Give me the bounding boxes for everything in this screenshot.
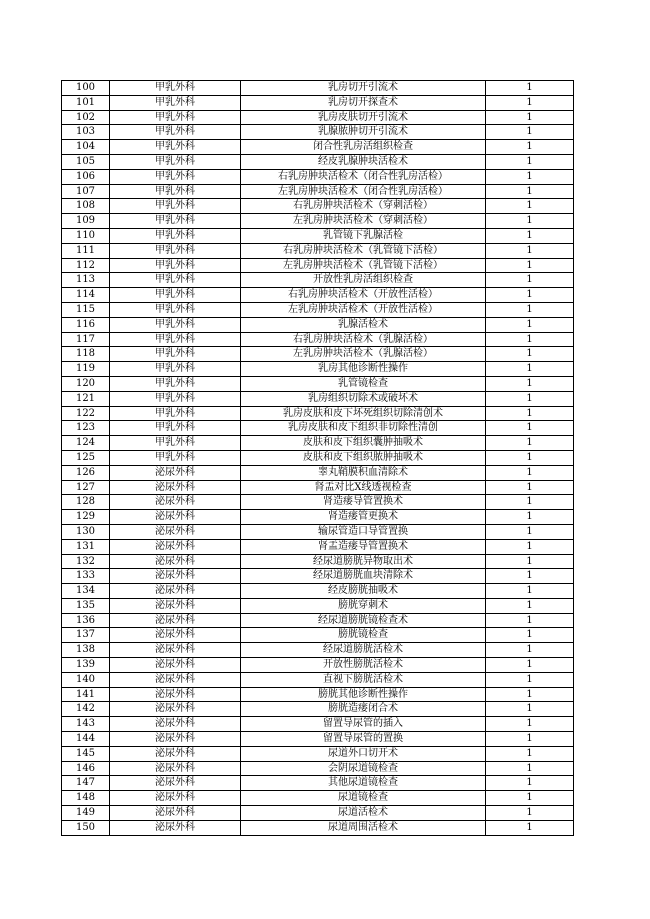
procedure-name-cell: 皮肤和皮下组织脓肿抽吸术: [241, 450, 486, 465]
table-row: [62, 125, 574, 140]
department-cell: 甲乳外科: [110, 95, 241, 110]
count-cell: 1: [486, 613, 574, 628]
count-cell: 1: [486, 125, 574, 140]
department-cell: 泌尿外科: [110, 687, 241, 702]
procedure-name-cell: 经尿道膀胱活检术: [241, 643, 486, 658]
department-cell: 甲乳外科: [110, 406, 241, 421]
table-row: [62, 406, 574, 421]
department-cell: 泌尿外科: [110, 702, 241, 717]
table-row: [62, 81, 574, 96]
table-row: [62, 761, 574, 776]
department-cell: 甲乳外科: [110, 169, 241, 184]
procedure-name-cell: 乳管镜检查: [241, 376, 486, 391]
department-cell: 甲乳外科: [110, 288, 241, 303]
row-number-cell: 137: [62, 628, 110, 643]
procedure-name-cell: 乳管镜下乳腺活检: [241, 228, 486, 243]
procedure-name-cell: 会阴尿道镜检查: [241, 761, 486, 776]
procedure-name-cell: 膀胱其他诊断性操作: [241, 687, 486, 702]
table-row: [62, 613, 574, 628]
count-cell: 1: [486, 391, 574, 406]
row-number-cell: 127: [62, 480, 110, 495]
table-row: [62, 584, 574, 599]
procedure-name-cell: 乳腺活检术: [241, 317, 486, 332]
row-number-cell: 105: [62, 154, 110, 169]
count-cell: 1: [486, 732, 574, 747]
table-row: [62, 199, 574, 214]
procedure-name-cell: 左乳房肿块活检术（开放性活检）: [241, 302, 486, 317]
row-number-cell: 109: [62, 214, 110, 229]
count-cell: 1: [486, 539, 574, 554]
department-cell: 甲乳外科: [110, 110, 241, 125]
table-row: [62, 687, 574, 702]
count-cell: 1: [486, 140, 574, 155]
table-row: [62, 184, 574, 199]
row-number-cell: 129: [62, 510, 110, 525]
count-cell: 1: [486, 569, 574, 584]
department-cell: 泌尿外科: [110, 628, 241, 643]
row-number-cell: 150: [62, 820, 110, 835]
row-number-cell: 135: [62, 598, 110, 613]
row-number-cell: 128: [62, 495, 110, 510]
department-cell: 泌尿外科: [110, 510, 241, 525]
count-cell: 1: [486, 717, 574, 732]
department-cell: 泌尿外科: [110, 598, 241, 613]
procedure-name-cell: 经皮乳腺肿块活检术: [241, 154, 486, 169]
department-cell: 泌尿外科: [110, 465, 241, 480]
table-row: [62, 288, 574, 303]
table-row: [62, 450, 574, 465]
table-row: [62, 376, 574, 391]
procedure-table: [61, 80, 574, 836]
procedure-name-cell: 其他尿道镜检查: [241, 776, 486, 791]
department-cell: 甲乳外科: [110, 273, 241, 288]
procedure-name-cell: 尿道周围活检术: [241, 820, 486, 835]
row-number-cell: 119: [62, 362, 110, 377]
procedure-name-cell: 开放性膀胱活检术: [241, 658, 486, 673]
count-cell: 1: [486, 199, 574, 214]
procedure-name-cell: 乳房切开探查术: [241, 95, 486, 110]
procedure-name-cell: 输尿管造口导管置换: [241, 524, 486, 539]
row-number-cell: 139: [62, 658, 110, 673]
table-row: [62, 598, 574, 613]
count-cell: 1: [486, 317, 574, 332]
procedure-name-cell: 乳房皮肤切开引流术: [241, 110, 486, 125]
procedure-name-cell: 乳房组织切除术或破坏术: [241, 391, 486, 406]
count-cell: 1: [486, 332, 574, 347]
row-number-cell: 140: [62, 672, 110, 687]
count-cell: 1: [486, 643, 574, 658]
department-cell: 泌尿外科: [110, 791, 241, 806]
table-row: [62, 154, 574, 169]
row-number-cell: 111: [62, 243, 110, 258]
procedure-name-cell: 肾盂造瘘导管置换术: [241, 539, 486, 554]
procedure-name-cell: 右乳房肿块活检术（开放性活检）: [241, 288, 486, 303]
table-row: [62, 347, 574, 362]
department-cell: 甲乳外科: [110, 347, 241, 362]
row-number-cell: 106: [62, 169, 110, 184]
procedure-name-cell: 肾造瘘导管置换术: [241, 495, 486, 510]
table-row: [62, 820, 574, 835]
department-cell: 甲乳外科: [110, 81, 241, 96]
count-cell: 1: [486, 465, 574, 480]
table-row: [62, 421, 574, 436]
department-cell: 泌尿外科: [110, 820, 241, 835]
row-number-cell: 121: [62, 391, 110, 406]
department-cell: 泌尿外科: [110, 554, 241, 569]
row-number-cell: 143: [62, 717, 110, 732]
procedure-name-cell: 经皮膀胱抽吸术: [241, 584, 486, 599]
department-cell: 甲乳外科: [110, 391, 241, 406]
count-cell: 1: [486, 687, 574, 702]
department-cell: 甲乳外科: [110, 184, 241, 199]
row-number-cell: 125: [62, 450, 110, 465]
department-cell: 甲乳外科: [110, 243, 241, 258]
department-cell: 甲乳外科: [110, 228, 241, 243]
table-row: [62, 569, 574, 584]
department-cell: 甲乳外科: [110, 421, 241, 436]
row-number-cell: 112: [62, 258, 110, 273]
procedure-name-cell: 尿道外口切开术: [241, 746, 486, 761]
table-row: [62, 465, 574, 480]
row-number-cell: 100: [62, 81, 110, 96]
count-cell: 1: [486, 584, 574, 599]
department-cell: 甲乳外科: [110, 436, 241, 451]
row-number-cell: 114: [62, 288, 110, 303]
department-cell: 甲乳外科: [110, 199, 241, 214]
count-cell: 1: [486, 110, 574, 125]
table-row: [62, 332, 574, 347]
table-row: [62, 539, 574, 554]
procedure-name-cell: 右乳房肿块活检术（乳腺活检）: [241, 332, 486, 347]
row-number-cell: 145: [62, 746, 110, 761]
count-cell: 1: [486, 347, 574, 362]
procedure-name-cell: 直视下膀胱活检术: [241, 672, 486, 687]
department-cell: 泌尿外科: [110, 539, 241, 554]
procedure-name-cell: 左乳房肿块活检术（乳管镜下活检）: [241, 258, 486, 273]
department-cell: 泌尿外科: [110, 732, 241, 747]
department-cell: 甲乳外科: [110, 302, 241, 317]
count-cell: 1: [486, 746, 574, 761]
count-cell: 1: [486, 598, 574, 613]
count-cell: 1: [486, 495, 574, 510]
row-number-cell: 134: [62, 584, 110, 599]
procedure-name-cell: 左乳房肿块活检术（闭合性乳房活检）: [241, 184, 486, 199]
row-number-cell: 144: [62, 732, 110, 747]
row-number-cell: 113: [62, 273, 110, 288]
count-cell: 1: [486, 154, 574, 169]
row-number-cell: 133: [62, 569, 110, 584]
row-number-cell: 102: [62, 110, 110, 125]
department-cell: 甲乳外科: [110, 258, 241, 273]
count-cell: 1: [486, 376, 574, 391]
row-number-cell: 101: [62, 95, 110, 110]
procedure-name-cell: 乳房其他诊断性操作: [241, 362, 486, 377]
row-number-cell: 104: [62, 140, 110, 155]
procedure-name-cell: 左乳房肿块活检术（乳腺活检）: [241, 347, 486, 362]
count-cell: 1: [486, 450, 574, 465]
row-number-cell: 117: [62, 332, 110, 347]
row-number-cell: 115: [62, 302, 110, 317]
row-number-cell: 120: [62, 376, 110, 391]
procedure-name-cell: 闭合性乳房活组织检查: [241, 140, 486, 155]
department-cell: 甲乳外科: [110, 362, 241, 377]
procedure-name-cell: 乳房皮肤和皮下坏死组织切除清创术: [241, 406, 486, 421]
row-number-cell: 136: [62, 613, 110, 628]
row-number-cell: 138: [62, 643, 110, 658]
table-row: [62, 140, 574, 155]
department-cell: 泌尿外科: [110, 524, 241, 539]
table-row: [62, 717, 574, 732]
table-row: [62, 524, 574, 539]
count-cell: 1: [486, 480, 574, 495]
table-row: [62, 362, 574, 377]
table-row: [62, 658, 574, 673]
department-cell: 甲乳外科: [110, 154, 241, 169]
count-cell: 1: [486, 628, 574, 643]
row-number-cell: 147: [62, 776, 110, 791]
table-row: [62, 214, 574, 229]
table-row: [62, 302, 574, 317]
count-cell: 1: [486, 258, 574, 273]
procedure-name-cell: 右乳房肿块活检术（乳管镜下活检）: [241, 243, 486, 258]
department-cell: 甲乳外科: [110, 450, 241, 465]
procedure-name-cell: 留置导尿管的插入: [241, 717, 486, 732]
table-row: [62, 243, 574, 258]
row-number-cell: 107: [62, 184, 110, 199]
table-row: [62, 436, 574, 451]
department-cell: 甲乳外科: [110, 317, 241, 332]
count-cell: 1: [486, 761, 574, 776]
count-cell: 1: [486, 658, 574, 673]
procedure-name-cell: 膀胱造瘘闭合术: [241, 702, 486, 717]
table-row: [62, 169, 574, 184]
count-cell: 1: [486, 554, 574, 569]
department-cell: 甲乳外科: [110, 376, 241, 391]
table-row: [62, 732, 574, 747]
row-number-cell: 131: [62, 539, 110, 554]
department-cell: 泌尿外科: [110, 717, 241, 732]
row-number-cell: 142: [62, 702, 110, 717]
table-row: [62, 510, 574, 525]
count-cell: 1: [486, 421, 574, 436]
table-row: [62, 228, 574, 243]
count-cell: 1: [486, 288, 574, 303]
department-cell: 泌尿外科: [110, 746, 241, 761]
row-number-cell: 108: [62, 199, 110, 214]
procedure-name-cell: 膀胱镜检查: [241, 628, 486, 643]
count-cell: 1: [486, 820, 574, 835]
department-cell: 泌尿外科: [110, 480, 241, 495]
count-cell: 1: [486, 806, 574, 821]
department-cell: 泌尿外科: [110, 495, 241, 510]
department-cell: 泌尿外科: [110, 658, 241, 673]
row-number-cell: 103: [62, 125, 110, 140]
table-row: [62, 746, 574, 761]
row-number-cell: 116: [62, 317, 110, 332]
count-cell: 1: [486, 214, 574, 229]
procedure-name-cell: 右乳房肿块活检术（闭合性乳房活检）: [241, 169, 486, 184]
department-cell: 甲乳外科: [110, 214, 241, 229]
procedure-name-cell: 皮肤和皮下组织囊肿抽吸术: [241, 436, 486, 451]
procedure-name-cell: 经尿道膀胱血块清除术: [241, 569, 486, 584]
department-cell: 甲乳外科: [110, 140, 241, 155]
row-number-cell: 132: [62, 554, 110, 569]
count-cell: 1: [486, 302, 574, 317]
procedure-name-cell: 乳腺脓肿切开引流术: [241, 125, 486, 140]
procedure-name-cell: 右乳房肿块活检术（穿刺活检）: [241, 199, 486, 214]
department-cell: 泌尿外科: [110, 761, 241, 776]
table-row: [62, 791, 574, 806]
count-cell: 1: [486, 672, 574, 687]
procedure-name-cell: 开放性乳房活组织检查: [241, 273, 486, 288]
row-number-cell: 124: [62, 436, 110, 451]
count-cell: 1: [486, 791, 574, 806]
department-cell: 泌尿外科: [110, 806, 241, 821]
table-row: [62, 391, 574, 406]
department-cell: 泌尿外科: [110, 643, 241, 658]
table-row: [62, 273, 574, 288]
count-cell: 1: [486, 95, 574, 110]
procedure-name-cell: 尿道活检术: [241, 806, 486, 821]
department-cell: 泌尿外科: [110, 776, 241, 791]
department-cell: 泌尿外科: [110, 613, 241, 628]
count-cell: 1: [486, 273, 574, 288]
row-number-cell: 110: [62, 228, 110, 243]
count-cell: 1: [486, 510, 574, 525]
department-cell: 泌尿外科: [110, 584, 241, 599]
procedure-name-cell: 留置导尿管的置换: [241, 732, 486, 747]
count-cell: 1: [486, 362, 574, 377]
procedure-name-cell: 肾造瘘管更换术: [241, 510, 486, 525]
count-cell: 1: [486, 169, 574, 184]
row-number-cell: 148: [62, 791, 110, 806]
row-number-cell: 122: [62, 406, 110, 421]
count-cell: 1: [486, 776, 574, 791]
table-row: [62, 495, 574, 510]
table-row: [62, 554, 574, 569]
table-row: [62, 806, 574, 821]
row-number-cell: 123: [62, 421, 110, 436]
table-row: [62, 95, 574, 110]
count-cell: 1: [486, 243, 574, 258]
count-cell: 1: [486, 436, 574, 451]
count-cell: 1: [486, 228, 574, 243]
count-cell: 1: [486, 81, 574, 96]
department-cell: 甲乳外科: [110, 332, 241, 347]
table-row: [62, 628, 574, 643]
procedure-name-cell: 尿道镜检查: [241, 791, 486, 806]
table-row: [62, 110, 574, 125]
procedure-name-cell: 睾丸鞘膜积血清除术: [241, 465, 486, 480]
procedure-name-cell: 乳房皮肤和皮下组织非切除性清创: [241, 421, 486, 436]
table-row: [62, 317, 574, 332]
row-number-cell: 118: [62, 347, 110, 362]
procedure-name-cell: 经尿道膀胱异物取出术: [241, 554, 486, 569]
row-number-cell: 149: [62, 806, 110, 821]
table-row: [62, 672, 574, 687]
count-cell: 1: [486, 702, 574, 717]
count-cell: 1: [486, 524, 574, 539]
row-number-cell: 146: [62, 761, 110, 776]
row-number-cell: 141: [62, 687, 110, 702]
table-row: [62, 776, 574, 791]
department-cell: 甲乳外科: [110, 125, 241, 140]
procedure-name-cell: 乳房切开引流术: [241, 81, 486, 96]
procedure-name-cell: 经尿道膀胱镜检查术: [241, 613, 486, 628]
table-row: [62, 643, 574, 658]
count-cell: 1: [486, 184, 574, 199]
table-row: [62, 702, 574, 717]
table-row: [62, 480, 574, 495]
procedure-name-cell: 左乳房肿块活检术（穿刺活检）: [241, 214, 486, 229]
row-number-cell: 126: [62, 465, 110, 480]
table-body: [62, 81, 574, 836]
department-cell: 泌尿外科: [110, 569, 241, 584]
table-row: [62, 258, 574, 273]
procedure-name-cell: 膀胱穿刺术: [241, 598, 486, 613]
count-cell: 1: [486, 406, 574, 421]
procedure-name-cell: 肾盂对比X线透视检查: [241, 480, 486, 495]
row-number-cell: 130: [62, 524, 110, 539]
department-cell: 泌尿外科: [110, 672, 241, 687]
